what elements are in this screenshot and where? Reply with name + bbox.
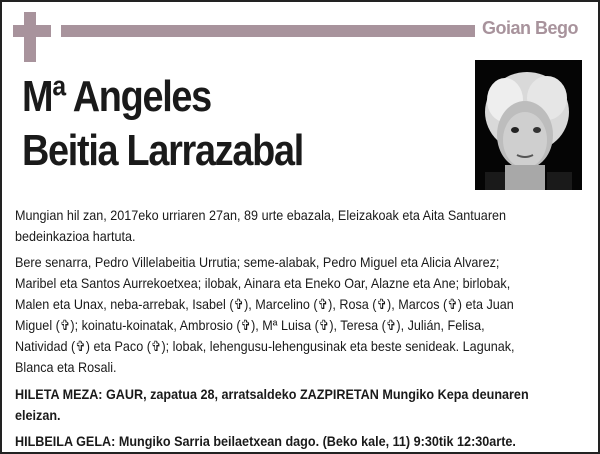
brand-title: Goian Bego	[482, 18, 579, 38]
cross-icon-arm	[13, 25, 51, 37]
portrait-photo	[475, 60, 582, 190]
family-line: Natividad (✞) eta Paco (✞); lobak, lehengusu-lehengusinak eta beste senideak. Lagunak,	[15, 338, 515, 354]
family-paragraph	[15, 252, 532, 378]
intro-line: bedeinkazioa hartuta.	[15, 228, 136, 244]
family-line: Blanca eta Rosali.	[15, 359, 117, 375]
intro-line: Mungian hil zan, 2017eko urriaren 27an, 89 urte ebazala, Eleizakoak eta Aita Santuaren	[15, 207, 507, 223]
funeral-mass-info	[15, 384, 532, 426]
name-line-1: Mª Angeles	[22, 72, 211, 121]
header-bar	[61, 25, 475, 37]
family-line: Miguel (✞); koinatu-koinatak, Ambrosio (✞), Mª Luisa (✞), Teresa (✞), Julián, Felisa,	[15, 317, 485, 333]
deceased-name	[22, 70, 303, 178]
funeral-line: HILETA MEZA: GAUR, zapatua 28, arratsaldeko ZAZPIRETAN Mungiko Kepa deunaren	[15, 386, 529, 402]
family-line: Malen eta Unax, neba-arrebak, Isabel (✞), Marcelino (✞), Rosa (✞), Marcos (✞) eta Juan	[15, 296, 514, 312]
cross-icon	[24, 12, 36, 62]
wake-info	[15, 431, 532, 452]
name-line-2: Beitia Larrazabal	[22, 126, 303, 175]
funeral-line: eleizan.	[15, 407, 61, 423]
family-line: Maribel eta Santos Aurrekoetxea; ilobak, Ainara eta Eneko Oar, Alazne eta Ane; birlobak,	[15, 275, 511, 291]
intro-paragraph	[15, 205, 532, 247]
family-line: Bere senarra, Pedro Villelabeitia Urrutia; seme-alabak, Pedro Miguel eta Alicia Alvarez;	[15, 254, 500, 270]
portrait-image	[475, 60, 582, 190]
wake-line: HILBEILA GELA: Mungiko Sarria beilaetxean dago. (Beko kale, 11) 9:30tik 12:30arte.	[15, 433, 516, 449]
